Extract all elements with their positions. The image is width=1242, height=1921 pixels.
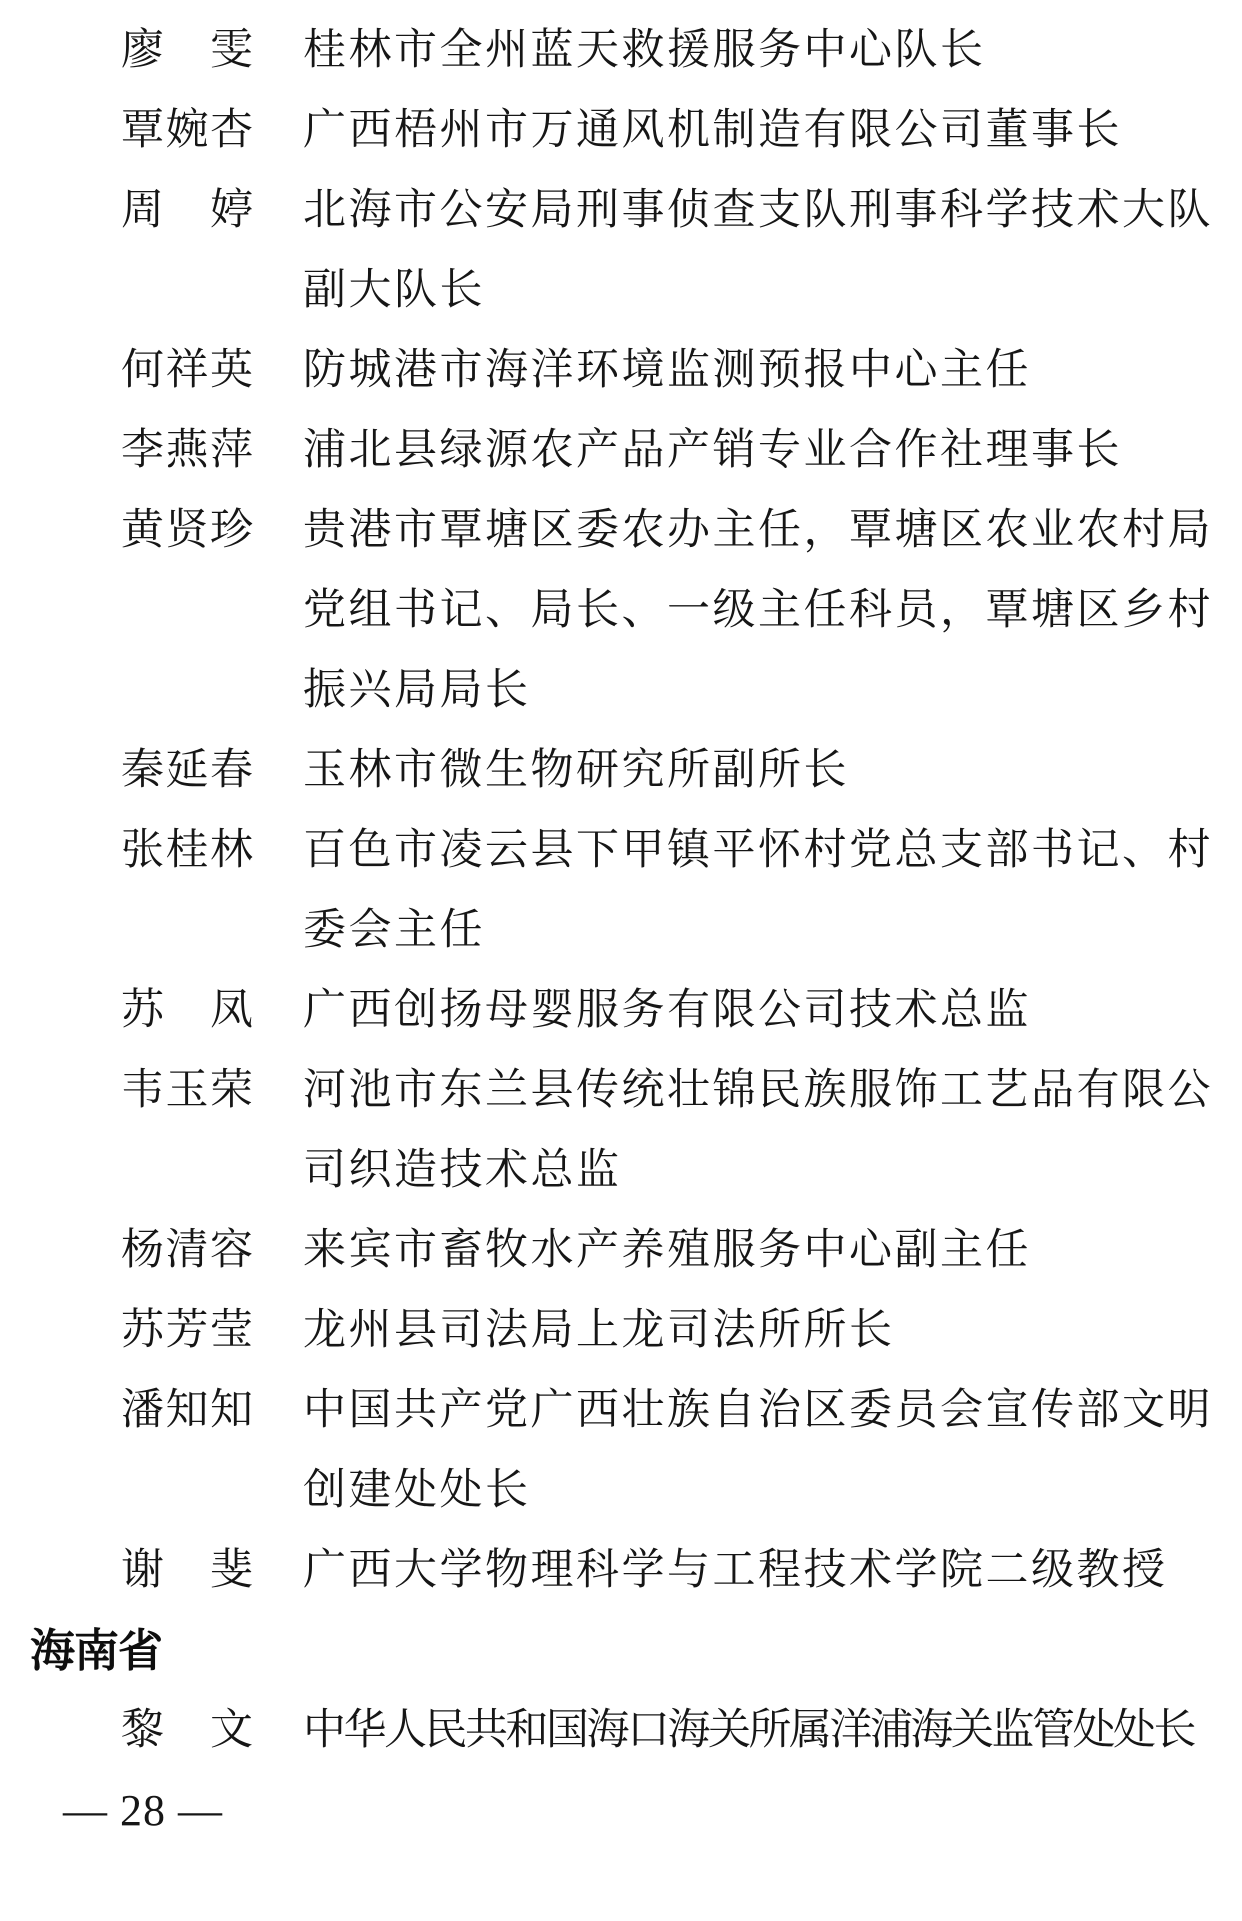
honoree-name-char: 林 <box>210 827 253 874</box>
honoree-name-char: 谢 <box>121 1547 164 1594</box>
honoree-row <box>0 1691 1242 1771</box>
honoree-name-char: 李 <box>121 427 164 474</box>
honoree-name <box>121 171 253 251</box>
honoree-position-line: 防城港市海洋环境监测预报中心主任 <box>303 347 1031 394</box>
honoree-position <box>303 1291 895 1371</box>
honoree-position <box>303 811 1213 971</box>
honoree-position-line: 广西创扬母婴服务有限公司技术总监 <box>303 987 1031 1034</box>
honoree-position-line: 河池市东兰县传统壮锦民族服饰工艺品有限公 <box>303 1067 1213 1114</box>
honoree-position-line: 广西大学物理科学与工程技术学院二级教授 <box>303 1547 1168 1594</box>
honoree-position <box>303 1051 1213 1211</box>
honoree-name-char: 杨 <box>121 1227 164 1274</box>
honoree-position <box>303 11 986 91</box>
honoree-position <box>303 171 1213 331</box>
honoree-name-char: 斐 <box>210 1547 253 1594</box>
honoree-name-char: 容 <box>210 1227 253 1274</box>
honoree-name <box>121 1371 253 1451</box>
honoree-name <box>121 411 253 491</box>
honoree-name-char: 莹 <box>210 1307 253 1354</box>
honoree-name-char: 萍 <box>210 427 253 474</box>
honoree-position-line: 浦北县绿源农产品产销专业合作社理事长 <box>303 427 1122 474</box>
honoree-name-char: 周 <box>121 187 164 234</box>
honoree-position <box>303 731 849 811</box>
section-header: 海南省 <box>30 1625 163 1676</box>
honoree-position-line: 党组书记、局长、一级主任科员，覃塘区乡村 <box>303 587 1213 634</box>
honoree-position <box>303 1691 1194 1771</box>
honoree-position <box>303 411 1122 491</box>
honoree-name-char: 苏 <box>121 1307 164 1354</box>
honoree-name <box>121 811 253 891</box>
honoree-position <box>303 1211 1031 1291</box>
honoree-row <box>0 1051 1242 1211</box>
honoree-position-line: 创建处处长 <box>303 1467 531 1514</box>
honoree-name <box>121 1531 253 1611</box>
honoree-name-char: 秦 <box>121 747 164 794</box>
honoree-position-line: 来宾市畜牧水产养殖服务中心副主任 <box>303 1227 1031 1274</box>
honoree-position-line: 中国共产党广西壮族自治区委员会宣传部文明 <box>303 1387 1213 1434</box>
honoree-name <box>121 731 253 811</box>
honoree-position <box>303 491 1213 731</box>
honoree-name-char: 杏 <box>210 107 253 154</box>
honoree-name-char: 祥 <box>165 347 209 394</box>
honoree-name-char: 玉 <box>165 1067 209 1114</box>
honoree-position-line: 贵港市覃塘区委农办主任，覃塘区农业农村局 <box>303 507 1213 554</box>
honoree-name-char: 春 <box>210 747 253 794</box>
honoree-name <box>121 1211 253 1291</box>
honoree-name-char: 凤 <box>210 987 253 1034</box>
honoree-row <box>0 11 1242 91</box>
honoree-position <box>303 331 1031 411</box>
honoree-name-char: 韦 <box>121 1067 164 1114</box>
honoree-name-char: 贤 <box>165 507 209 554</box>
honoree-name-char: 珍 <box>210 507 253 554</box>
honoree-row <box>0 171 1242 331</box>
honoree-row <box>0 331 1242 411</box>
honoree-name <box>121 1691 253 1771</box>
honoree-list <box>0 11 1242 1771</box>
honoree-position <box>303 971 1031 1051</box>
honoree-position <box>303 91 1122 171</box>
page-footer <box>63 1771 1242 1851</box>
honoree-name-char: 张 <box>121 827 164 874</box>
honoree-position-line: 委会主任 <box>303 907 485 954</box>
honoree-name-char: 燕 <box>165 427 209 474</box>
honoree-position-line: 百色市凌云县下甲镇平怀村党总支部书记、村 <box>303 827 1213 874</box>
honoree-name <box>121 1051 253 1131</box>
honoree-name-char: 知 <box>165 1387 209 1434</box>
honoree-name-char: 知 <box>210 1387 253 1434</box>
honoree-name-char: 雯 <box>210 27 253 74</box>
honoree-row <box>0 811 1242 971</box>
honoree-name-char: 英 <box>210 347 253 394</box>
honoree-row <box>0 411 1242 491</box>
honoree-row <box>0 1291 1242 1371</box>
honoree-name-char: 延 <box>165 747 209 794</box>
honoree-name-char: 何 <box>121 347 164 394</box>
honoree-position-line: 桂林市全州蓝天救援服务中心队长 <box>303 27 986 74</box>
honoree-row <box>0 971 1242 1051</box>
honoree-name-char: 覃 <box>121 107 164 154</box>
page-number: — 28 — <box>63 1786 223 1835</box>
honoree-name-char: 桂 <box>165 827 209 874</box>
honoree-name <box>121 11 253 91</box>
honoree-name-char: 黄 <box>121 507 164 554</box>
honoree-position-line: 中华人民共和国海口海关所属洋浦海关监管处处长 <box>303 1707 1194 1754</box>
honoree-name <box>121 1291 253 1371</box>
honoree-name-char: 芳 <box>165 1307 209 1354</box>
honoree-position-line: 振兴局局长 <box>303 667 531 714</box>
honoree-position-line: 龙州县司法局上龙司法所所长 <box>303 1307 895 1354</box>
honoree-name <box>121 91 253 171</box>
honoree-name-char: 潘 <box>121 1387 164 1434</box>
honoree-name <box>121 971 253 1051</box>
honoree-row <box>0 91 1242 171</box>
honoree-row <box>0 1531 1242 1611</box>
honoree-name-char: 清 <box>165 1227 209 1274</box>
honoree-position-line: 广西梧州市万通风机制造有限公司董事长 <box>303 107 1122 154</box>
honoree-name <box>121 331 253 411</box>
honoree-name <box>121 491 253 571</box>
honoree-name-char: 苏 <box>121 987 164 1034</box>
honoree-name-char: 廖 <box>121 27 164 74</box>
honoree-row <box>0 731 1242 811</box>
honoree-position-line: 北海市公安局刑事侦查支队刑事科学技术大队 <box>303 187 1213 234</box>
honoree-position-line: 司织造技术总监 <box>303 1147 622 1194</box>
honoree-name-char: 文 <box>210 1707 253 1754</box>
honoree-row <box>0 1371 1242 1531</box>
honoree-name-char: 婷 <box>210 187 253 234</box>
honoree-position-line: 玉林市微生物研究所副所长 <box>303 747 849 794</box>
honoree-position <box>303 1371 1213 1531</box>
honoree-position-line: 副大队长 <box>303 267 485 314</box>
honoree-name-char: 黎 <box>121 1707 164 1754</box>
honoree-row <box>0 491 1242 731</box>
honoree-row <box>0 1211 1242 1291</box>
honoree-position <box>303 1531 1168 1611</box>
honoree-name-char: 婉 <box>165 107 209 154</box>
honoree-name-char: 荣 <box>210 1067 253 1114</box>
